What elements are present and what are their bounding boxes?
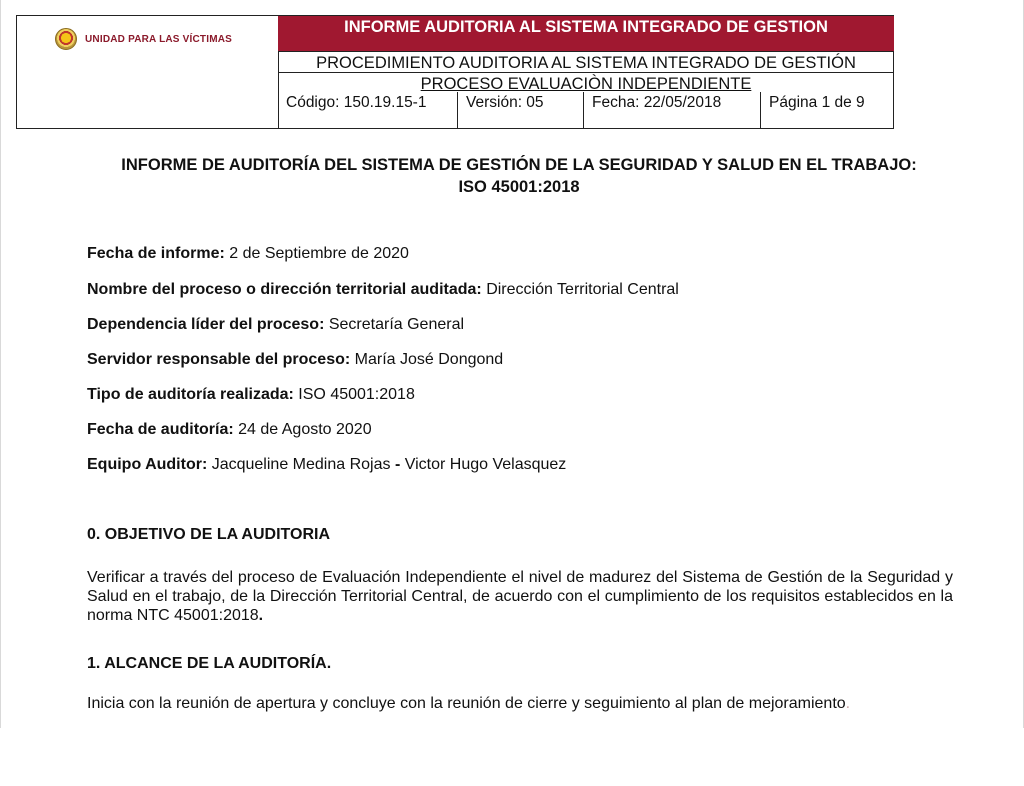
page-number: Página 1 de 9 xyxy=(769,94,865,111)
field-value: Secretaría General xyxy=(324,316,465,333)
field-servidor-responsable xyxy=(87,351,503,369)
logo-text: UNIDAD PARA LAS VÍCTIMAS xyxy=(85,33,233,45)
field-label: Tipo de auditoría realizada: xyxy=(87,386,294,403)
section-text-objetivo xyxy=(87,568,953,625)
field-label: Nombre del proceso o dirección territorial auditada: xyxy=(87,281,482,298)
paragraph-text: Inicia con la reunión de apertura y concluye con la reunión de cierre y seguimiento al plan de mejoramiento xyxy=(87,695,846,712)
document-code: Código: 150.19.15-1 xyxy=(278,92,458,128)
report-title-bar: INFORME AUDITORIA AL SISTEMA INTEGRADO DE GESTION xyxy=(278,16,894,51)
field-value: Jacqueline Medina Rojas xyxy=(207,456,395,473)
document-header-table xyxy=(16,15,894,129)
field-value: 2 de Septiembre de 2020 xyxy=(224,245,409,262)
field-value: ISO 45001:2018 xyxy=(293,386,415,403)
field-value: Dirección Territorial Central xyxy=(481,281,679,298)
field-value: 24 de Agosto 2020 xyxy=(233,421,372,438)
logo-cell xyxy=(17,16,279,128)
field-value-2: Victor Hugo Velasquez xyxy=(400,456,567,473)
field-label: Servidor responsable del proceso: xyxy=(87,351,351,368)
process-name: PROCESO EVALUACIÒN INDEPENDIENTE xyxy=(278,72,894,93)
viewer-background xyxy=(0,728,1024,786)
document-metadata-row xyxy=(278,92,894,128)
field-fecha-informe xyxy=(87,245,409,263)
paragraph-end: . xyxy=(845,695,851,712)
field-value: María José Dongond xyxy=(350,351,504,368)
field-separator: - xyxy=(394,456,401,473)
field-dependencia xyxy=(87,316,464,334)
field-label: Equipo Auditor: xyxy=(87,456,208,473)
field-fecha-auditoria xyxy=(87,421,372,439)
procedure-name: PROCEDIMIENTO AUDITORIA AL SISTEMA INTEGRADO DE GESTIÓN xyxy=(278,51,894,73)
section-text-alcance xyxy=(87,694,953,713)
coat-of-arms-icon xyxy=(55,28,77,50)
document-title-line-2: ISO 45001:2018 xyxy=(458,178,580,196)
section-heading-objetivo: 0. OBJETIVO DE LA AUDITORIA xyxy=(87,526,330,543)
field-label: Dependencia líder del proceso: xyxy=(87,316,325,333)
field-equipo-auditor xyxy=(87,456,566,474)
document-title-line-1: INFORME DE AUDITORÍA DEL SISTEMA DE GESTIÓN DE LA SEGURIDAD Y SALUD EN EL TRABAJO: xyxy=(121,156,917,174)
document-title xyxy=(61,154,977,198)
field-label: Fecha de auditoría: xyxy=(87,421,234,438)
section-heading-alcance: 1. ALCANCE DE LA AUDITORÍA. xyxy=(87,655,332,672)
organization-logo xyxy=(55,28,232,50)
paragraph-text: Verificar a través del proceso de Evaluación Independiente el nivel de madurez del Sistema de Gestión de la Seguridad y Salud en el trabajo, de la Dirección Territorial Central, de acuerdo con el cumplimiento de los requisitos establecidos en la norma NTC 45001:2018 xyxy=(87,569,953,624)
paragraph-end: . xyxy=(258,607,264,624)
field-nombre-proceso xyxy=(87,281,679,299)
document-date: Fecha: 22/05/2018 xyxy=(584,92,761,128)
field-tipo-auditoria xyxy=(87,386,415,404)
document-version: Versión: 05 xyxy=(458,92,584,128)
field-label: Fecha de informe: xyxy=(87,245,225,262)
